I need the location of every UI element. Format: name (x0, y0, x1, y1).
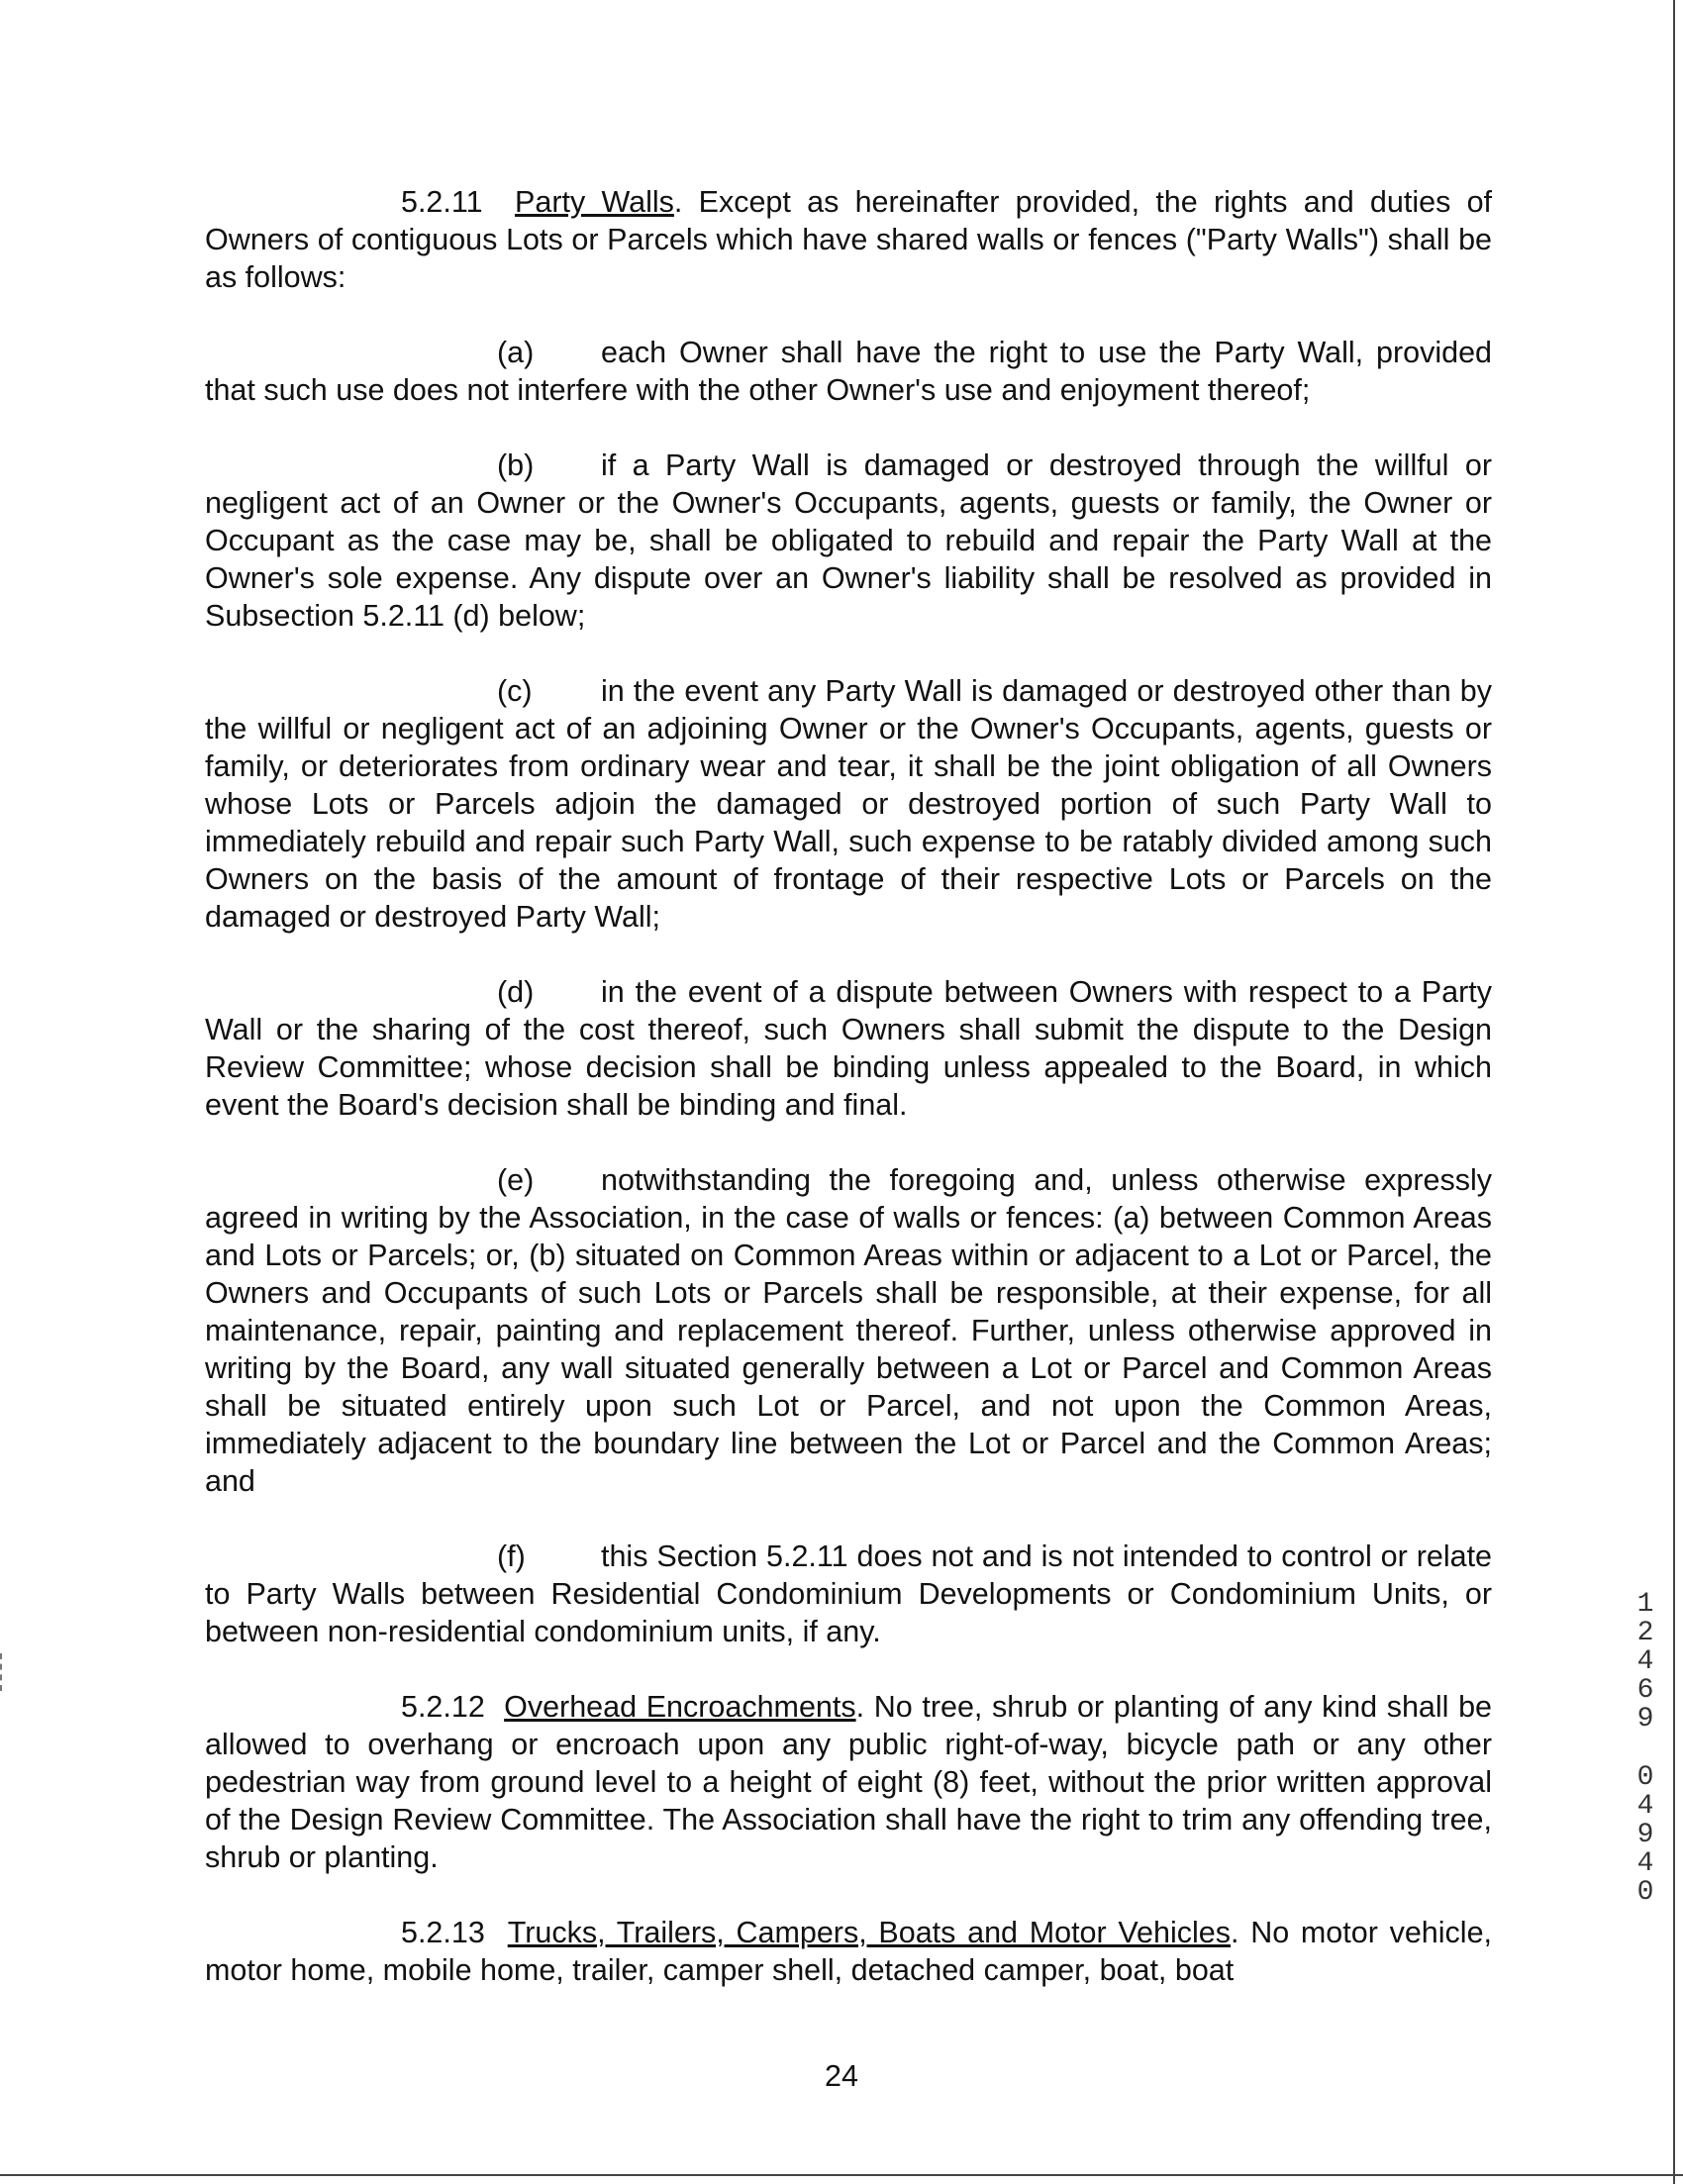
section-text: . No motor vehicle, motor home, mobile home, trailer, camper shell, detached camper, boat, boat (205, 1916, 1493, 1987)
scan-edge-mark (0, 1653, 5, 1691)
item-text: notwithstanding the foregoing and, unless otherwise expressly agreed in writing by the Association, in the case of walls or fences: (a) between Common Areas and Lots or Parcels; or, (b) situated on Common Areas within or adjacent to a Lot or Parcel, the Owners and Occupants of such Lots or Parcels shall be responsible, at their expense, for all maintenance, repair, painting and replacement thereof. Further, unless otherwise approved in writing by the Board, any wall situated generally between a Lot or Parcel and Common Areas shall be situated entirely upon such Lot or Parcel, and not upon the Common Areas, immediately adjacent to the boundary line between the Lot or Parcel and the Common Areas; and (205, 1163, 1492, 1498)
section-text: . Except as hereinafter provided, the rights and duties of Owners of contiguous Lots or Parcels which have shared walls or fences ("Party Walls") shall be as follows: (205, 185, 1493, 294)
section-5-2-13 (205, 1914, 1492, 1989)
item-marker: (e) (497, 1163, 535, 1197)
list-item-f (205, 1538, 1492, 1650)
item-marker: (b) (497, 448, 535, 482)
item-text: this Section 5.2.11 does not and is not intended to control or relate to Party Walls between Residential Condominium Developments or Condominium Units, or between non-residential condominium units, if any. (205, 1539, 1492, 1648)
scan-edge-bottom (0, 2174, 1683, 2176)
scan-edge-right (1673, 0, 1675, 2184)
item-text: in the event of a dispute between Owners with respect to a Party Wall or the sharing of the cost thereof, such Owners shall submit the dispute to the Design Review Committee; whose decision shall be binding unless appealed to the Board, in which event the Board's decision shall be binding and final. (205, 975, 1492, 1122)
item-text: in the event any Party Wall is damaged or destroyed other than by the willful or negligent act of an adjoining Owner or the Owner's Occupants, agents, guests or family, or deteriorates from ordinary wear and tear, it shall be the joint obligation of all Owners whose Lots or Parcels adjoin the damaged or destroyed portion of such Party Wall to immediately rebuild and repair such Party Wall, such expense to be ratably divided among such Owners on the basis of the amount of frontage of their respective Lots or Parcels on the damaged or destroyed Party Wall; (205, 674, 1492, 934)
list-item-b (205, 447, 1492, 635)
stamp-digits-1: 1 2 4 6 9 (1636, 1589, 1654, 1735)
list-item-a (205, 334, 1492, 409)
body-text (205, 183, 1492, 2027)
item-text: each Owner shall have the right to use the Party Wall, provided that such use does not interfere with the other Owner's use and enjoyment thereof; (205, 336, 1492, 407)
section-number: 5.2.13 (401, 1916, 485, 1949)
page-number: 24 (825, 2059, 858, 2093)
side-stamp (1632, 1590, 1659, 1907)
item-marker: (f) (497, 1539, 526, 1573)
item-marker: (d) (497, 975, 535, 1009)
section-text: . No tree, shrub or planting of any kind shall be allowed to overhang or encroach upon any public right-of-way, bicycle path or any other pedestrian way from ground level to a height of eight (8) feet, without the prior written approval of the Design Review Committee. The Association shall have the right to trim any offending tree, shrub or planting. (205, 1690, 1493, 1874)
section-number: 5.2.11 (401, 185, 483, 219)
list-item-c (205, 672, 1492, 936)
section-5-2-11 (205, 183, 1492, 296)
list-item-e (205, 1161, 1492, 1500)
section-heading: Overhead Encroachments (504, 1690, 856, 1724)
list-item-d (205, 973, 1492, 1124)
item-marker: (c) (497, 674, 533, 708)
section-heading: Party Walls (515, 185, 674, 219)
section-5-2-12 (205, 1688, 1492, 1876)
item-text: if a Party Wall is damaged or destroyed through the willful or negligent act of an Owner or the Owner's Occupants, agents, guests or family, the Owner or Occupant as the case may be, shall be obligated to rebuild and repair the Party Wall at the Owner's sole expense. Any dispute over an Owner's liability shall be resolved as provided in Subsection 5.2.11 (d) below; (205, 448, 1492, 633)
item-marker: (a) (497, 336, 535, 369)
section-number: 5.2.12 (401, 1690, 485, 1724)
stamp-digits-2: 0 4 9 4 0 (1636, 1762, 1654, 1908)
section-heading: Trucks, Trailers, Campers, Boats and Motor Vehicles (507, 1916, 1231, 1949)
